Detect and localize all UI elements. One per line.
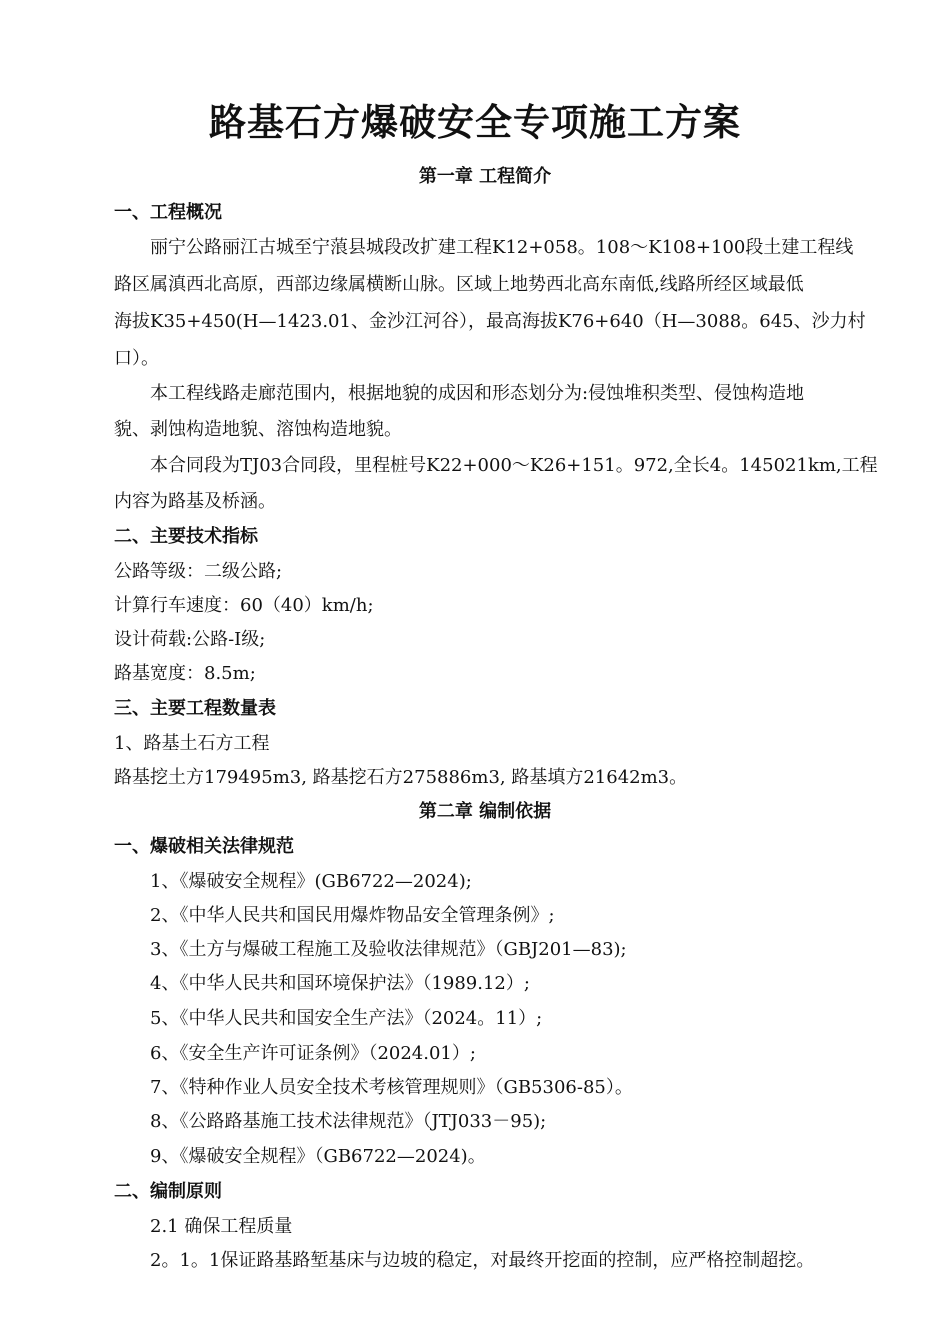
paragraph-line: 路区属滇西北高原，西部边缘属横断山脉。区域上地势西北高东南低,线路所经区域最低 <box>114 274 804 295</box>
section-quantities-heading: 三、主要工程数量表 <box>114 698 276 719</box>
regulation-item: 2、《中华人民共和国民用爆炸物品安全管理条例》; <box>150 905 555 926</box>
regulation-item: 1、《爆破安全规程》(GB6722—2024); <box>150 871 472 892</box>
section-overview-heading: 一、工程概况 <box>114 202 222 223</box>
spec-line: 计算行车速度：60（40）km/h; <box>114 595 374 616</box>
paragraph-line: 海拔K35+450(H—1423.01、金沙江河谷），最高海拔K76+640（H—3088。645、沙力村 <box>114 311 866 332</box>
paragraph-line: 口）。 <box>114 348 159 369</box>
regulation-item: 3、《土方与爆破工程施工及验收法律规范》（GBJ201—83); <box>150 939 627 960</box>
regulation-item: 6、《安全生产许可证条例》（2024.01）; <box>150 1043 476 1064</box>
section-tech-specs-heading: 二、主要技术指标 <box>114 526 258 547</box>
regulation-item: 4、《中华人民共和国环境保护法》（1989.12）; <box>150 973 530 994</box>
quantity-line: 路基挖土方179495m3, 路基挖石方275886m3, 路基填方21642m3。 <box>114 767 688 788</box>
spec-line: 路基宽度：8.5m; <box>114 663 256 684</box>
regulation-item: 9、《爆破安全规程》（GB6722—2024)。 <box>150 1146 486 1167</box>
regulation-item: 5、《中华人民共和国安全生产法》（2024。11）; <box>150 1008 543 1029</box>
paragraph-line: 本合同段为TJ03合同段，里程桩号K22+000～K26+151。972,全长4。145021km,工程 <box>150 455 878 476</box>
paragraph-line: 貌、剥蚀构造地貌、溶蚀构造地貌。 <box>114 419 402 440</box>
regulation-item: 7、《特种作业人员安全技术考核管理规则》（GB5306-85）。 <box>150 1077 633 1098</box>
paragraph-line: 本工程线路走廊范围内，根据地貌的成因和形态划分为:侵蚀堆积类型、侵蚀构造地 <box>150 383 805 404</box>
principle-line: 2。1。1保证路基路堑基床与边坡的稳定，对最终开挖面的控制，应严格控制超挖。 <box>150 1250 815 1271</box>
chapter-2-heading: 第二章 编制依据 <box>418 801 552 822</box>
paragraph-line: 丽宁公路丽江古城至宁蒗县城段改扩建工程K12+058。108～K108+100段土建工程线 <box>150 237 854 258</box>
paragraph-line: 内容为路基及桥涵。 <box>114 491 276 512</box>
spec-line: 设计荷载:公路-Ⅰ级; <box>114 629 266 650</box>
quantity-line: 1、路基土石方工程 <box>114 733 270 754</box>
principle-line: 2.1 确保工程质量 <box>150 1216 293 1237</box>
regulation-item: 8、《公路路基施工技术法律规范》（JTJ033－95); <box>150 1111 547 1132</box>
section-regulations-heading: 一、爆破相关法律规范 <box>114 836 294 857</box>
chapter-1-heading: 第一章 工程简介 <box>418 166 552 187</box>
spec-line: 公路等级：二级公路; <box>114 561 283 582</box>
section-principles-heading: 二、编制原则 <box>114 1181 222 1202</box>
document-title: 路基石方爆破安全专项施工方案 <box>209 100 741 144</box>
